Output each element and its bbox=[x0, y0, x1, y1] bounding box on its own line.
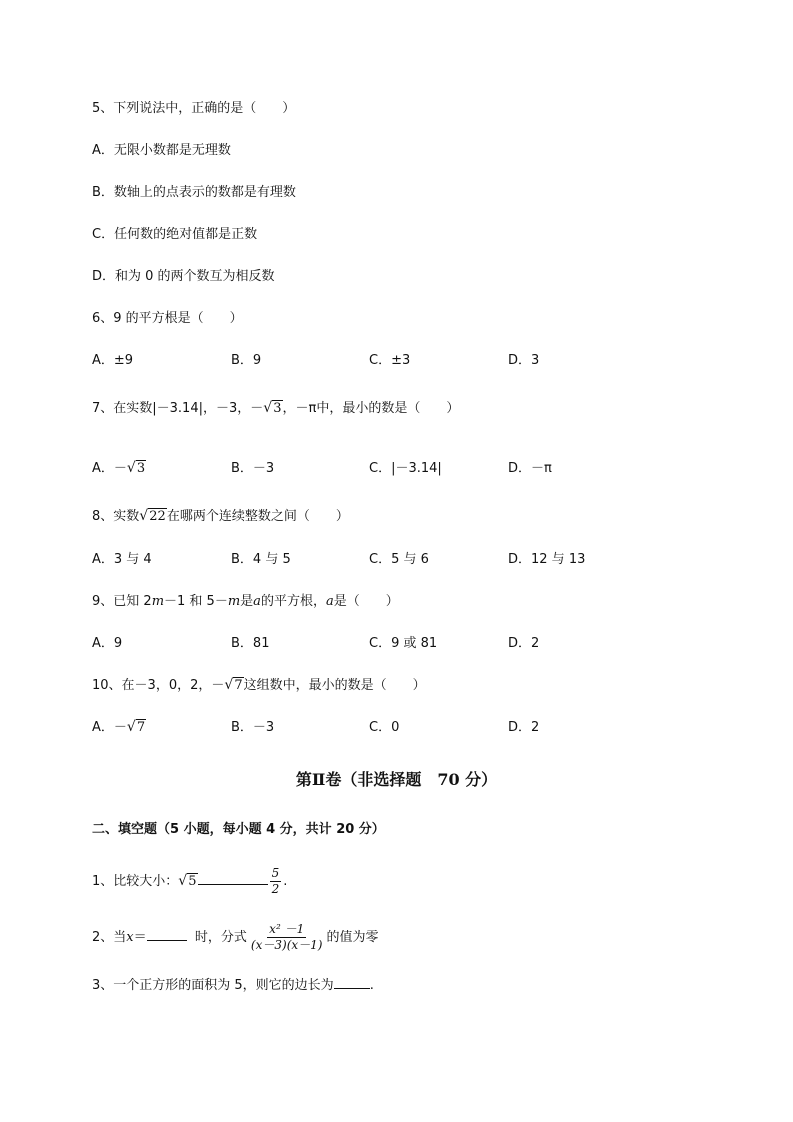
sqrt-7: √ 7 bbox=[127, 719, 146, 737]
q10-option-a: A．－√ 7 bbox=[92, 719, 146, 737]
q7-option-c: C．|－3.14| bbox=[369, 461, 442, 476]
fill-question-2: 2、当x＝ 时，分式 $\frac{\text{x² －1}}{(x-3)(x-1)}$ 的值为零 bbox=[92, 922, 379, 952]
sqrt-7: √ 7 bbox=[224, 677, 243, 695]
sqrt-5: √ 5 bbox=[178, 873, 197, 891]
q6-option-d: D．3 bbox=[508, 353, 540, 368]
q7-stem: 7、在实数|－3.14|，－3，－√ 3，－π中，最小的数是（ ） bbox=[92, 400, 459, 418]
q5-stem: 5、下列说法中，正确的是（ ） bbox=[92, 101, 296, 116]
answer-blank bbox=[147, 928, 187, 941]
q8-option-a: A．3 与 4 bbox=[92, 552, 152, 567]
sqrt-3: √ 3 bbox=[263, 400, 282, 418]
q5-option-b: B．数轴上的点表示的数都是有理数 bbox=[92, 185, 296, 200]
fill-question-3: 3、一个正方形的面积为 5，则它的边长为 . bbox=[92, 978, 374, 993]
q6-option-c: C．±3 bbox=[369, 353, 411, 368]
q9-stem: 9、已知 2m－1 和 5－m是a的平方根，a是（ ） bbox=[92, 594, 399, 609]
sqrt-3: √ 3 bbox=[127, 460, 146, 478]
q8-stem: 8、实数√ 22在哪两个连续整数之间（ ） bbox=[92, 508, 349, 526]
sqrt-22: √ 22 bbox=[139, 508, 167, 526]
q8-option-b: B．4 与 5 bbox=[231, 552, 291, 567]
q6-stem: 6、9 的平方根是（ ） bbox=[92, 311, 243, 326]
q9-option-c: C．9 或 81 bbox=[369, 636, 438, 651]
q8-option-c: C．5 与 6 bbox=[369, 552, 429, 567]
fraction-5-2: $\frac{5}{2}$ bbox=[271, 866, 280, 896]
q5-option-d: D．和为 0 的两个数互为相反数 bbox=[92, 269, 275, 284]
q9-option-b: B．81 bbox=[231, 636, 270, 651]
q10-option-b: B．－3 bbox=[231, 720, 275, 735]
q9-option-d: D．2 bbox=[508, 636, 540, 651]
q10-stem: 10、在－3，0，2，－√ 7这组数中，最小的数是（ ） bbox=[92, 677, 426, 695]
q10-option-c: C．0 bbox=[369, 720, 400, 735]
q6-option-a: A．±9 bbox=[92, 353, 134, 368]
q9-option-a: A．9 bbox=[92, 636, 123, 651]
q10-option-d: D．2 bbox=[508, 720, 540, 735]
q7-option-b: B．－3 bbox=[231, 461, 275, 476]
q6-option-b: B．9 bbox=[231, 353, 262, 368]
q5-option-a: A．无限小数都是无理数 bbox=[92, 143, 231, 158]
fraction-expression: $\frac{\text{x² －1}}{(x-3)(x-1)}$ bbox=[250, 922, 323, 952]
q7-option-a: A．－√ 3 bbox=[92, 460, 146, 478]
q7-option-d: D．－π bbox=[508, 461, 552, 476]
section-title: 第Ⅱ卷（非选择题 70 分） bbox=[295, 770, 498, 789]
q5-option-c: C．任何数的绝对值都是正数 bbox=[92, 227, 258, 242]
answer-blank bbox=[334, 976, 370, 989]
answer-blank bbox=[198, 872, 268, 885]
part-title: 二、填空题（5 小题，每小题 4 分，共计 20 分） bbox=[92, 822, 385, 837]
fill-question-1: 1、比较大小：√ 5 $\frac{5}{2}$ . bbox=[92, 866, 287, 897]
q8-option-d: D．12 与 13 bbox=[508, 552, 586, 567]
